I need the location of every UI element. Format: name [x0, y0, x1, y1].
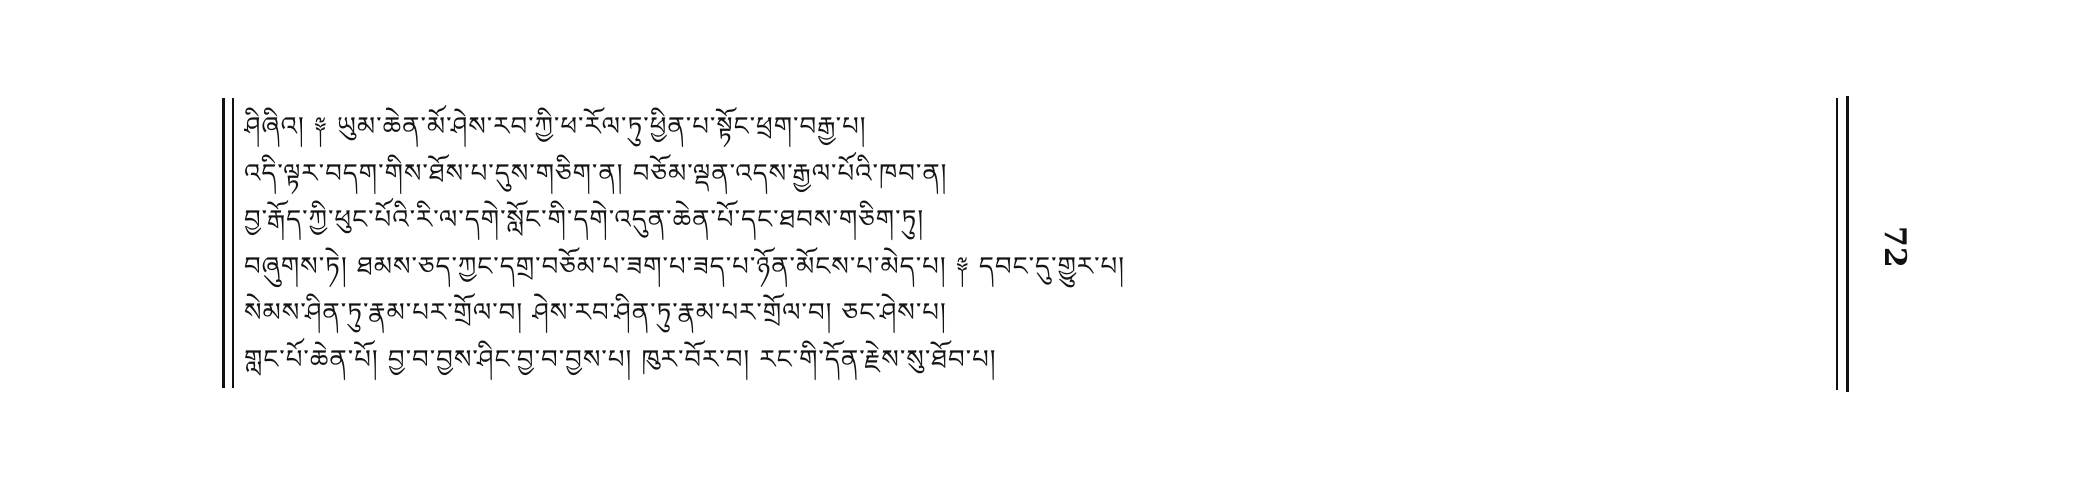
script-line-4: བཞུགས་ཏེ། ཐམས་ཅད་ཀྱང་དགྲ་བཅོམ་པ་ཟག་པ་ཟད་པ་ཉོན་མོངས་པ་མེད་པ། ༈ དབང་དུ་གྱུར་པ། [244, 251, 1125, 282]
script-line-6: གླང་པོ་ཆེན་པོ། བྱ་བ་བྱས་ཤིང་བྱ་བ་བྱས་པ། ཁུར་བོར་བ། རང་གི་དོན་རྗེས་སུ་ཐོབ་པ། [244, 344, 997, 375]
right-border-outer-rule [1846, 96, 1849, 392]
text-block [244, 104, 1824, 384]
folio-number: 72 [1877, 226, 1912, 268]
left-border-inner-rule [232, 98, 234, 388]
script-line-1: ཤིཞིའ། ༈ ཡུམ་ཆེན་མོ་ཤེས་རབ་ཀྱི་ཕ་རོལ་ཏུ་ཕྱིན་པ་སྟོང་ཕྲག་བརྒྱ་པ། [244, 112, 867, 142]
script-line-3: བྱ་རྒོད་ཀྱི་ཕུང་པོའི་རི་ལ་དགེ་སློང་གི་དགེ་འདུན་ཆེན་པོ་དང་ཐབས་གཅིག་ཏུ། [244, 205, 925, 235]
script-line-5: སེམས་ཤིན་ཏུ་རྣམ་པར་གྲོལ་བ། ཤེས་རབ་ཤིན་ཏུ་རྣམ་པར་གྲོལ་བ། ཅང་ཤེས་པ། [244, 298, 947, 328]
script-line-2: འདི་ལྟར་བདག་གིས་ཐོས་པ་དུས་གཅིག་ན། བཅོམ་ལྡན་འདས་རྒྱལ་པོའི་ཁབ་ན། [244, 158, 948, 189]
right-border-inner-rule [1836, 98, 1838, 390]
left-border-outer-rule [222, 98, 225, 388]
